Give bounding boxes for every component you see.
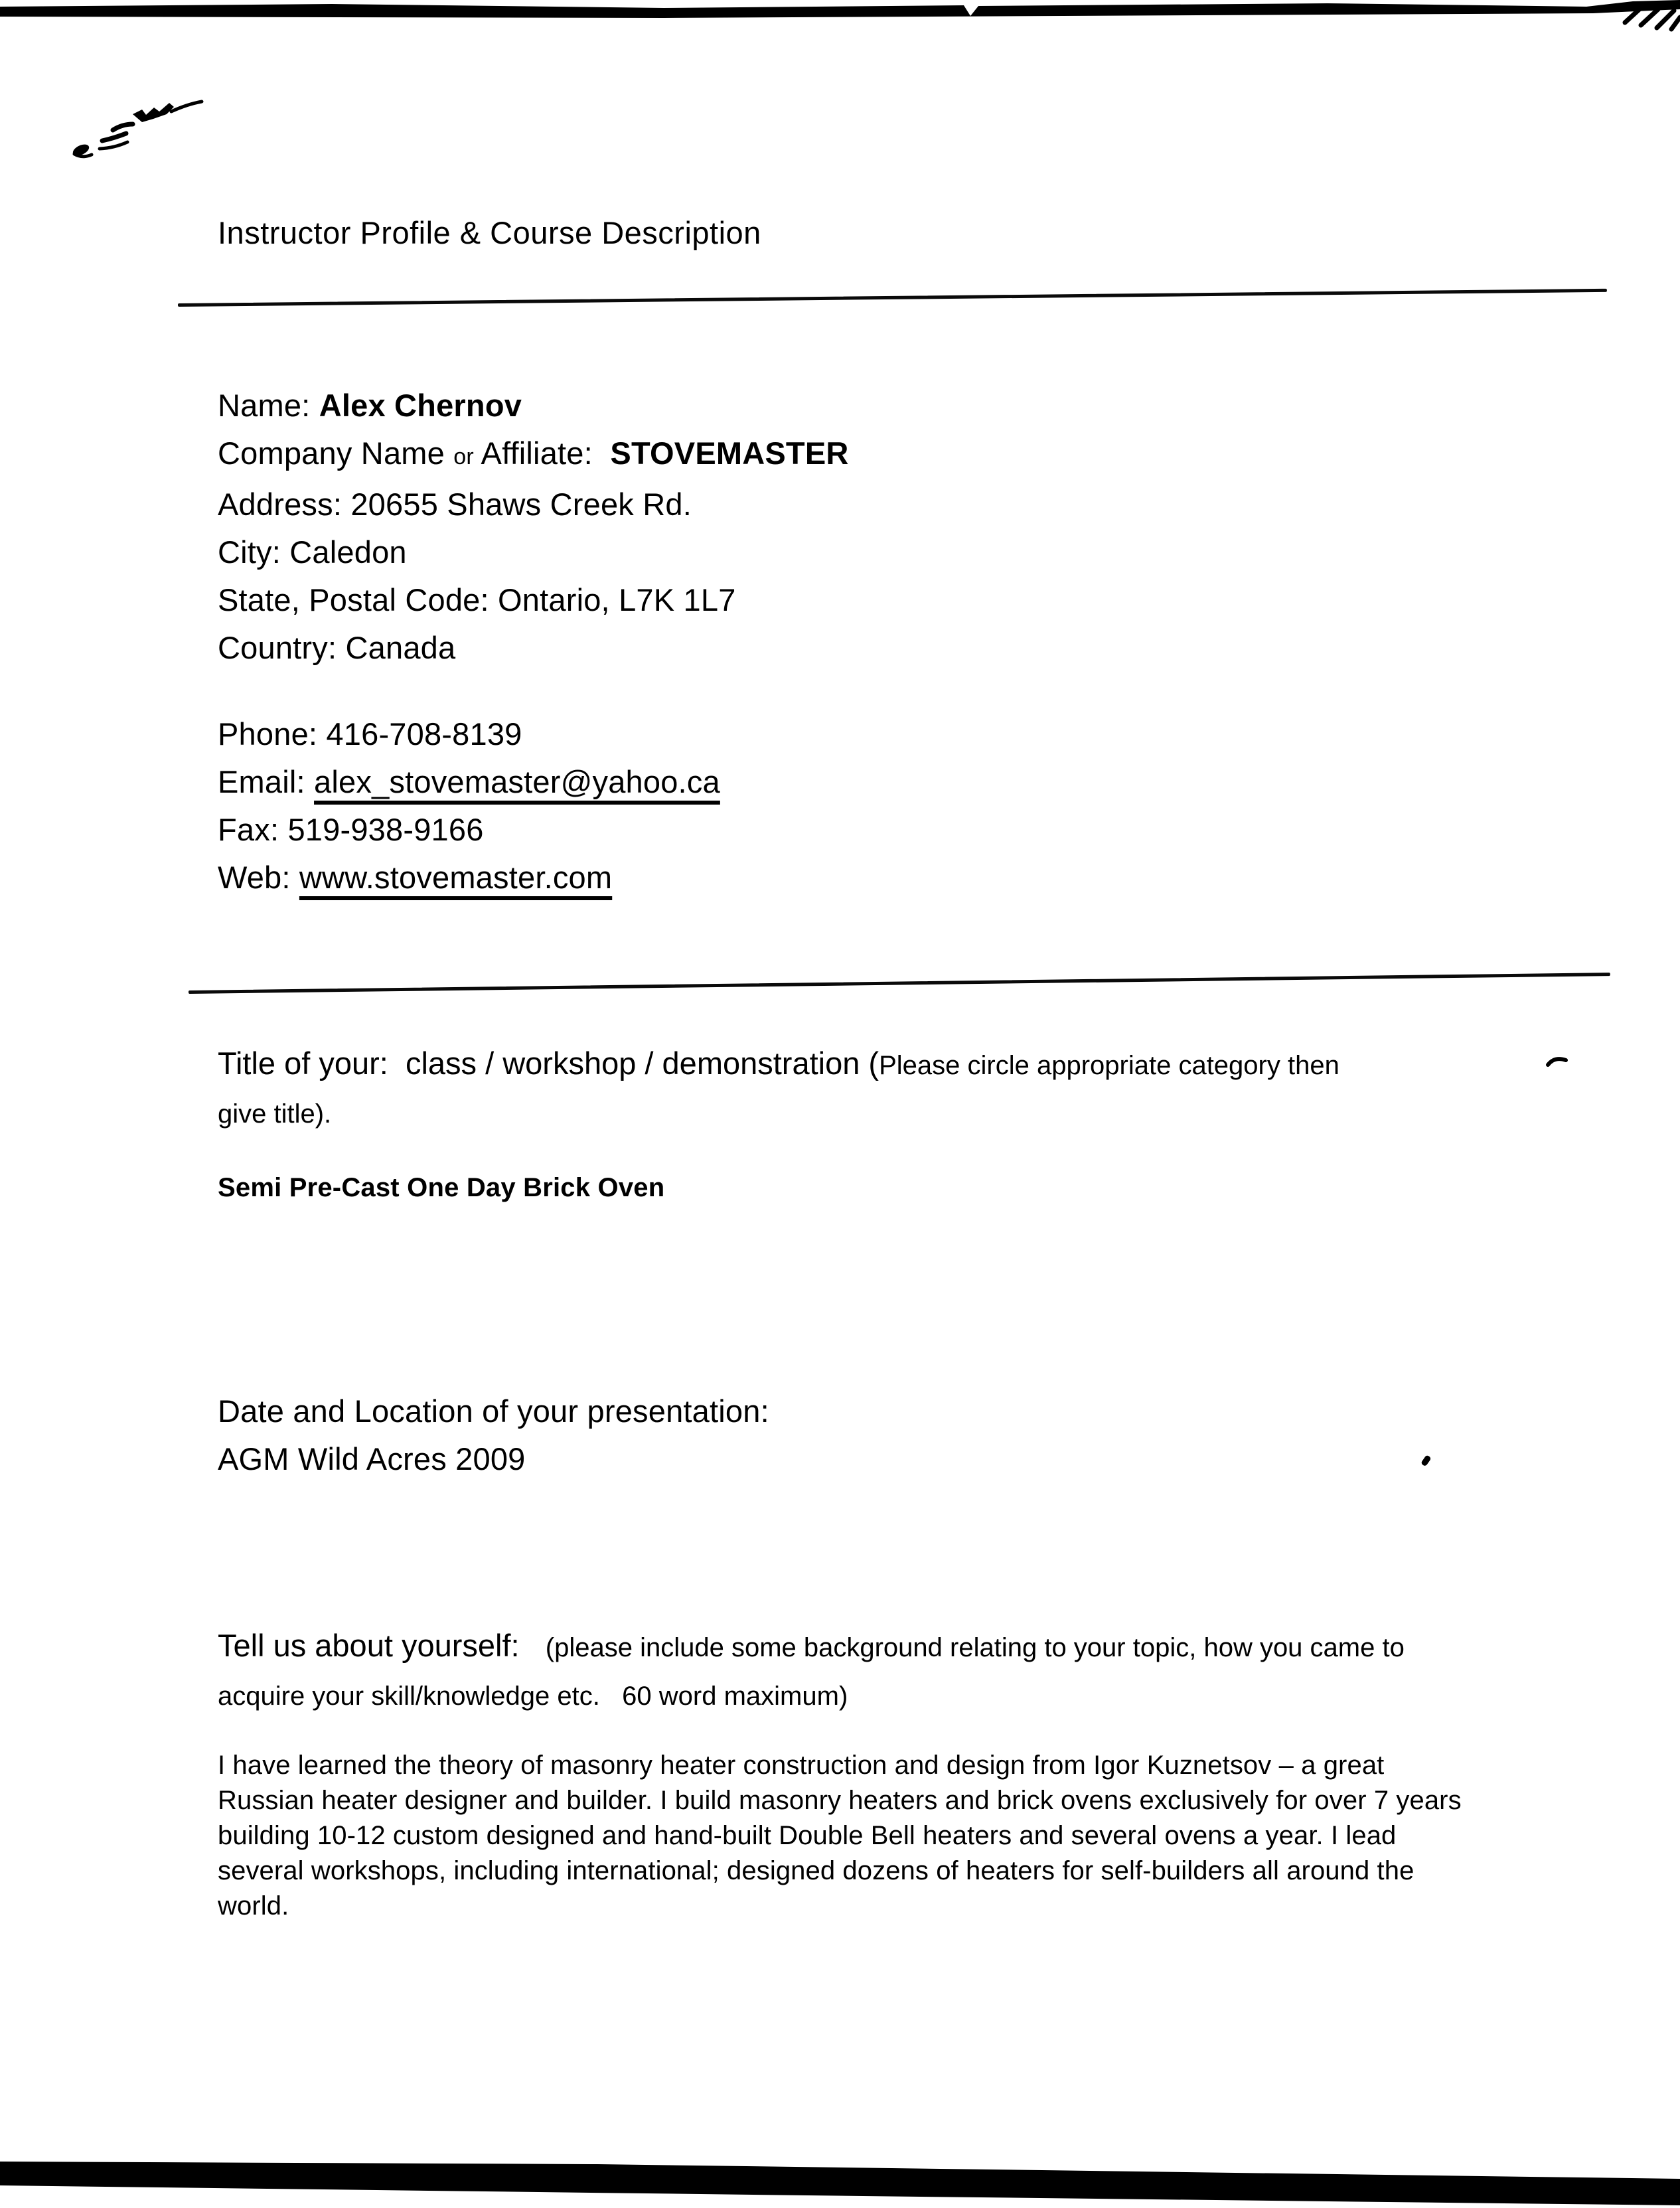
- date-location-label: Date and Location of your presentation:: [218, 1393, 769, 1429]
- scan-artifact-bottom-edge: [0, 2162, 1680, 2205]
- scan-artifact-top-edge: [0, 0, 1680, 18]
- fax-row: [218, 806, 720, 854]
- phone-value: 416-708-8139: [326, 716, 522, 751]
- about-paragraph: [218, 1748, 1545, 1924]
- company-label-part2: Affiliate:: [473, 435, 611, 471]
- address-row: [218, 481, 849, 528]
- about-prompt-line1: [218, 1621, 1405, 1672]
- state-postal-label: State, Postal Code:: [218, 582, 498, 617]
- handwritten-scribble: [71, 102, 202, 158]
- email-value: alex_stovemaster@yahoo.ca: [314, 764, 720, 799]
- course-title-prompt-note1: Please circle appropriate category then: [879, 1051, 1339, 1080]
- address-value: 20655 Shaws Creek Rd.: [350, 487, 692, 522]
- course-title-prompt-main: Title of your: class / workshop / demonstration (: [218, 1046, 879, 1081]
- course-title-prompt-line1: [218, 1039, 1339, 1090]
- company-label-part1: Company Name: [218, 435, 454, 471]
- course-title-prompt: [218, 1039, 1339, 1139]
- fax-value: 519-938-9166: [287, 812, 484, 847]
- phone-row: [218, 710, 720, 758]
- about-paragraph-line: building 10-12 custom designed and hand-built Double Bell heaters and several ovens a year. I lead: [218, 1821, 1397, 1850]
- about-note-line2: acquire your skill/knowledge etc. 60 word maximum): [218, 1682, 848, 1711]
- country-label: Country:: [218, 630, 346, 665]
- course-title-prompt-note2: give title).: [218, 1099, 332, 1129]
- company-row: [218, 430, 849, 481]
- state-row: [218, 576, 849, 624]
- address-label: Address:: [218, 487, 351, 522]
- country-value: Canada: [345, 630, 456, 665]
- about-heading: Tell us about yourself:: [218, 1628, 546, 1663]
- about-paragraph-line: several workshops, including international; designed dozens of heaters for self-builders all around the: [218, 1856, 1414, 1885]
- company-label-or: or: [453, 444, 474, 469]
- web-row: [218, 854, 720, 902]
- about-paragraph-line: I have learned the theory of masonry heater construction and design from Igor Kuznetsov – a great: [218, 1751, 1385, 1780]
- web-label: Web:: [218, 860, 299, 895]
- phone-label: Phone:: [218, 716, 327, 751]
- scan-artifact-corner-hatch: [1625, 8, 1680, 29]
- about-paragraph-line: Russian heater designer and builder. I build masonry heaters and brick ovens exclusively for over 7 years: [218, 1786, 1462, 1815]
- scan-speck-comma: [1420, 1455, 1432, 1466]
- about-paragraph-line: world.: [218, 1891, 289, 1921]
- scan-speck-tick: [1548, 1059, 1566, 1065]
- name-value: Alex Chernov: [319, 388, 522, 423]
- country-row: [218, 624, 849, 672]
- instructor-profile-block: [218, 382, 849, 672]
- city-label: City:: [218, 534, 290, 570]
- state-postal-value: Ontario, L7K 1L7: [498, 582, 736, 617]
- contact-details-block: [218, 710, 720, 902]
- section-divider-line: [189, 973, 1610, 994]
- name-label: Name:: [218, 388, 319, 423]
- company-value: STOVEMASTER: [610, 435, 849, 471]
- email-row: [218, 758, 720, 806]
- city-row: [218, 528, 849, 576]
- course-title-value: Semi Pre-Cast One Day Brick Oven: [218, 1173, 665, 1202]
- email-label: Email:: [218, 764, 315, 799]
- about-prompt: [218, 1621, 1405, 1721]
- about-note-line1: (please include some background relating to your topic, how you came to: [545, 1633, 1405, 1662]
- city-value: Caledon: [289, 534, 407, 570]
- date-location-value: AGM Wild Acres 2009: [218, 1441, 526, 1476]
- web-value: www.stovemaster.com: [299, 860, 613, 895]
- name-row: [218, 382, 849, 430]
- header-divider-line: [178, 289, 1607, 307]
- page-title: Instructor Profile & Course Description: [218, 215, 761, 250]
- fax-label: Fax:: [218, 812, 288, 847]
- presentation-block: [218, 1387, 769, 1483]
